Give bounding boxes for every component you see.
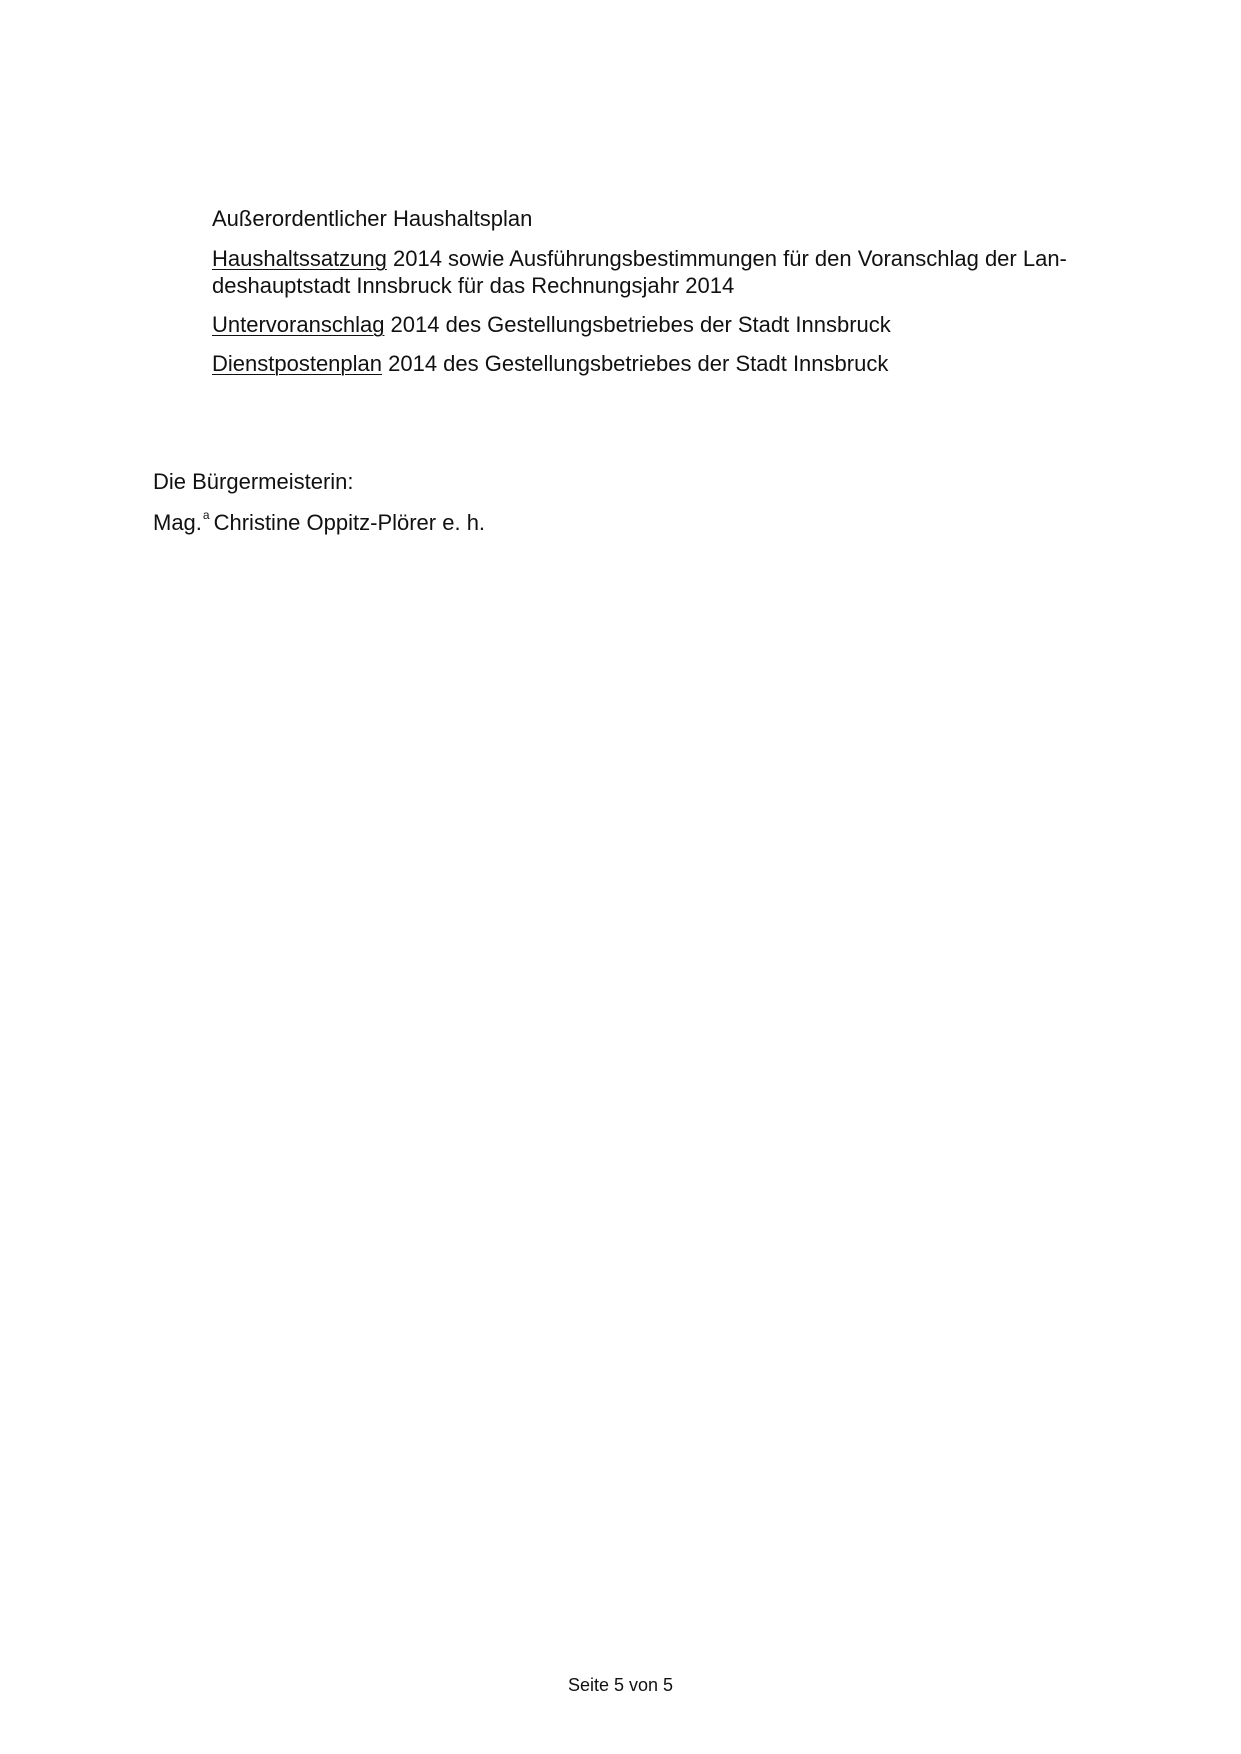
item-text: 2014 sowie Ausführungsbestimmungen für den Voranschlag der Lan- [386,246,1067,271]
item-text: 2014 des Gestellungsbetriebes der Stadt Innsbruck [384,312,891,337]
item-text: Außerordentlicher Haushaltsplan [212,206,533,231]
page-number: Seite 5 von 5 [567,1675,674,1695]
attachment-list [212,205,1112,389]
signature-name: Christine Oppitz-Plörer e. h. [213,510,486,535]
list-item [212,311,1112,338]
item-underlined-term: Dienstpostenplan [212,351,383,376]
item-text-continued: deshauptstadt Innsbruck für das Rechnungsjahr 2014 [212,273,735,298]
item-underlined-term: Haushaltssatzung [212,246,387,271]
item-underlined-term: Untervoranschlag [212,312,385,337]
signature-title-superscript: a [202,507,210,522]
signature-block [153,468,853,550]
list-item [212,205,1112,232]
signature-title: Mag. [153,510,202,535]
list-item [212,245,1112,299]
list-item [212,350,1112,377]
item-text: 2014 des Gestellungsbetriebes der Stadt Innsbruck [382,351,889,376]
signature-name-line [153,509,853,536]
page-footer [0,1674,1241,1696]
signature-role: Die Bürgermeisterin: [153,469,354,494]
